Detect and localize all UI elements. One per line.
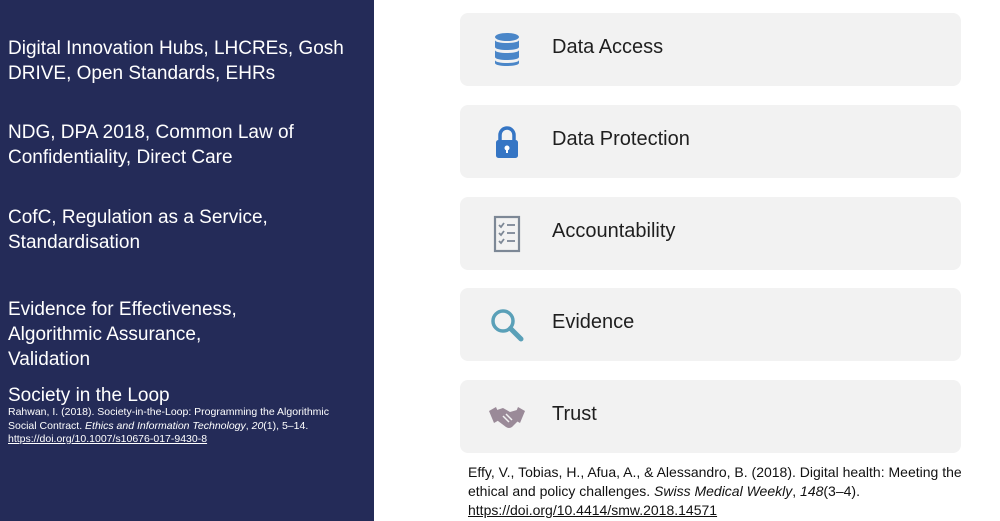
card-data-protection [460, 105, 961, 178]
database-icon [488, 31, 526, 69]
citation-doi-link[interactable]: https://doi.org/10.4414/smw.2018.14571 [468, 502, 718, 518]
citation: Effy, V., Tobias, H., Afua, A., & Alessandro, B. (2018). Digital health: Meeting the ethical and policy challenges. Swiss Medical Weekly, 148(3–4). https://doi.org/10.4414/smw.2018.14571 [468, 464, 962, 518]
card-label: Trust [552, 403, 597, 425]
padlock-icon [488, 123, 526, 161]
handshake-icon [488, 398, 526, 436]
card-trust [460, 380, 961, 453]
ndg-text: NDG, DPA 2018, Common Law of Confidentiality, Direct Care [8, 122, 294, 168]
left-panel [0, 0, 374, 521]
magnifier-icon [488, 306, 526, 344]
society-title: Society in the Loop [8, 385, 170, 406]
card-label: Data Protection [552, 128, 690, 150]
rahwan-reference: Rahwan, I. (2018). Society-in-the-Loop: Programming the Algorithmic Social Contract. Ethics and Information Technology, 20(1), 5–14. https://doi.org/10.1007/s10676-017-9430-8 [8, 406, 329, 445]
rahwan-doi-link[interactable]: https://doi.org/10.1007/s10676-017-9430-8 [8, 433, 208, 445]
card-evidence [460, 288, 961, 361]
card-data-access [460, 13, 961, 86]
checklist-icon [488, 215, 526, 253]
evidence-text: Evidence for Effectiveness, Algorithmic Assurance, Validation [8, 299, 237, 370]
card-label: Accountability [552, 220, 676, 242]
card-accountability [460, 197, 961, 270]
card-label: Data Access [552, 36, 664, 58]
card-label: Evidence [552, 311, 635, 333]
cofc-text: CofC, Regulation as a Service, Standardisation [8, 207, 268, 253]
hubs-text: Digital Innovation Hubs, LHCREs, Gosh DRIVE, Open Standards, EHRs [8, 38, 344, 84]
